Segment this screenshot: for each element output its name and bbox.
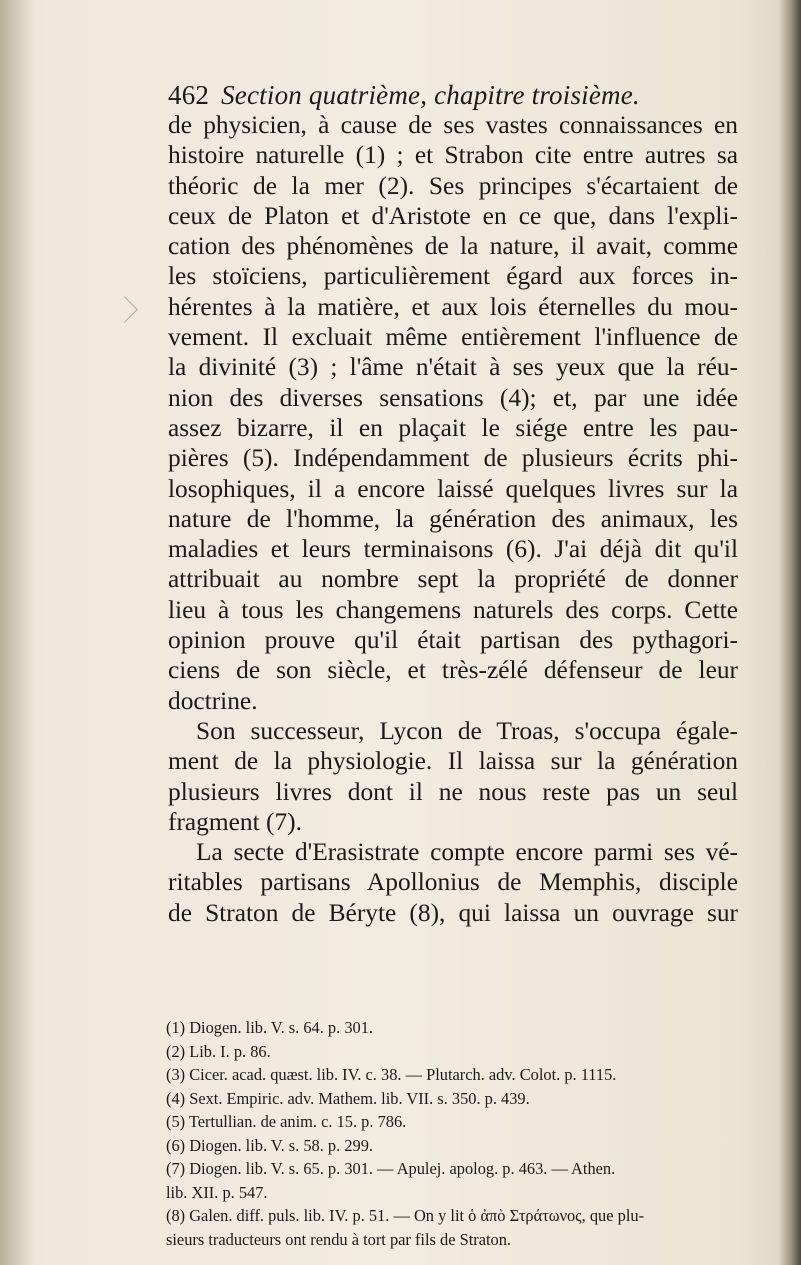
- footnote-1: (1) Diogen. lib. V. s. 64. p. 301.: [166, 1018, 374, 1037]
- main-text: [168, 110, 738, 928]
- text-line: théoric de la mer (2). Ses principes s'écartaient de: [168, 171, 738, 200]
- text-line: attribuait au nombre sept la propriété de donner: [168, 565, 738, 594]
- running-title: Section quatrième, chapitre troisième.: [221, 80, 640, 110]
- footnote-7-continued: lib. XII. p. 547.: [166, 1182, 268, 1202]
- text-line: hérentes à la matière, et aux lois éternelles du mou-: [168, 292, 738, 321]
- page-number: 462: [168, 80, 210, 110]
- text-line: ritables partisans Apollonius de Memphis, disciple: [168, 868, 738, 897]
- text-line: cation des phénomènes de la nature, il avait, comme: [168, 232, 738, 261]
- text-line: la divinité (3) ; l'âme n'était à ses yeux que la réu-: [168, 353, 738, 382]
- text-line: maladies et leurs terminaisons (6). J'ai déjà dit qu'il: [168, 535, 738, 564]
- footnote-6: (6) Diogen. lib. V. s. 58. p. 299.: [166, 1135, 374, 1155]
- text-line: ment de la physiologie. Il laissa sur la génération: [168, 747, 738, 776]
- text-line: opinion prouve qu'il était partisan des pythagori-: [168, 626, 738, 655]
- text-line: doctrine.: [168, 686, 258, 715]
- footnotes: [166, 1016, 736, 1251]
- text-line: de Straton de Béryte (8), qui laissa un ouvrage sur: [168, 898, 738, 927]
- text-line: pières (5). Indépendamment de plusieurs écrits phi-: [168, 444, 738, 473]
- running-header: [168, 80, 640, 111]
- text-line: fragment (7).: [168, 807, 302, 836]
- text-line: les stoïciens, particulièrement égard aux forces in-: [168, 262, 738, 291]
- footnote-2: (2) Lib. I. p. 86.: [166, 1041, 271, 1061]
- text-line: ceux de Platon et d'Aristote en ce que, dans l'expli-: [168, 201, 738, 230]
- binding-shadow-left: [0, 0, 34, 1265]
- footnote-8-continued: sieurs traducteurs ont rendu à tort par fils de Straton.: [166, 1229, 512, 1249]
- text-line: vement. Il excluait même entièrement l'influence de: [168, 323, 738, 352]
- margin-pencil-mark: [111, 296, 138, 323]
- text-line: plusieurs livres dont il ne nous reste pas un seul: [168, 777, 738, 806]
- text-line: de physicien, à cause de ses vastes connaissances en: [168, 111, 738, 139]
- footnote-8: (8) Galen. diff. puls. lib. IV. p. 51. — On y lit ὁ ἀπὸ Στράτωνος, que plu-: [166, 1206, 645, 1225]
- text-line: nion des diverses sensations (4); et, par une idée: [168, 383, 738, 412]
- text-line: Son successeur, Lycon de Troas, s'occupa égale-: [196, 716, 738, 745]
- text-line: nature de l'homme, la génération des animaux, les: [168, 504, 738, 533]
- text-line: losophiques, il a encore laissé quelques livres sur la: [168, 474, 738, 503]
- text-line: histoire naturelle (1) ; et Strabon cite entre autres sa: [168, 141, 738, 170]
- page-edge-right: [779, 0, 801, 1265]
- footnote-5: (5) Tertullian. de anim. c. 15. p. 786.: [166, 1112, 407, 1131]
- footnote-3: (3) Cicer. acad. quæst. lib. IV. c. 38. — Plutarch. adv. Colot. p. 1115.: [166, 1065, 617, 1084]
- footnote-4: (4) Sext. Empiric. adv. Mathem. lib. VII. s. 350. p. 439.: [166, 1088, 530, 1108]
- text-line: ciens de son siècle, et très-zélé défenseur de leur: [168, 656, 738, 685]
- text-line: assez bizarre, il en plaçait le siége entre les pau-: [168, 413, 738, 442]
- text-line: La secte d'Erasistrate compte encore parmi ses vé-: [196, 838, 738, 867]
- footnote-7: (7) Diogen. lib. V. s. 65. p. 301. — Apulej. apolog. p. 463. — Athen.: [166, 1159, 616, 1178]
- text-line: lieu à tous les changemens naturels des corps. Cette: [168, 595, 738, 624]
